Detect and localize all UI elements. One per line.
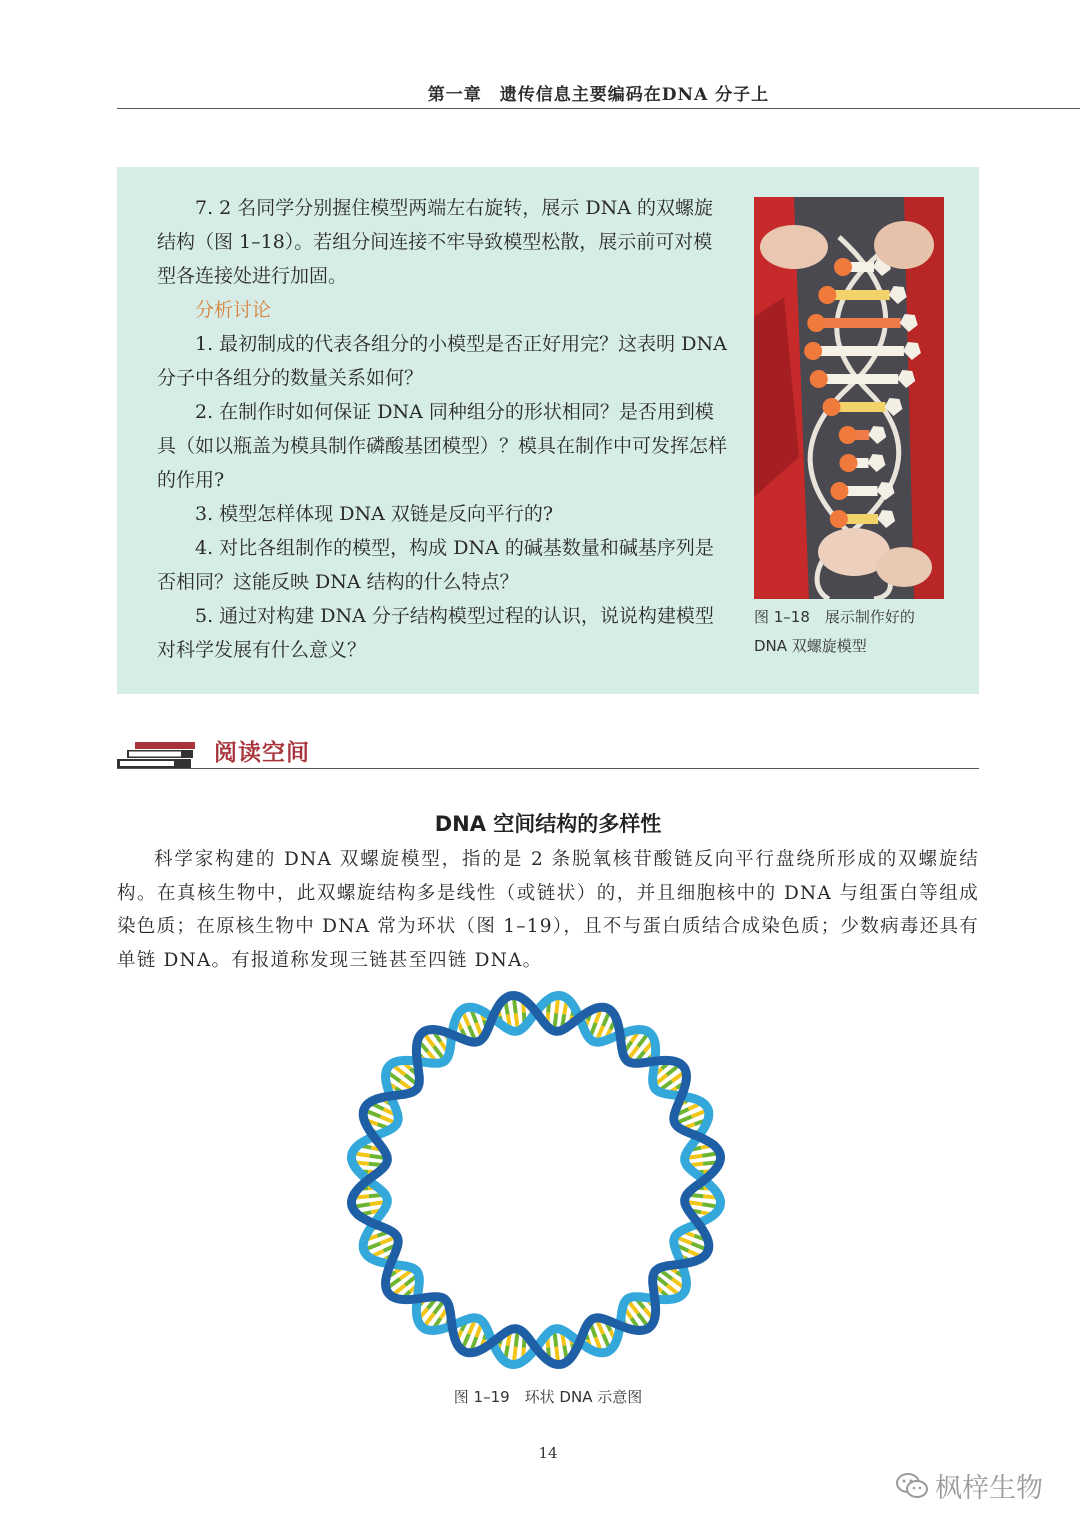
chapter-header <box>117 76 1080 109</box>
figure-1-18-caption <box>754 603 964 661</box>
step-7-text: 7. 2 名同学分别握住模型两端左右旋转，展示 DNA 的双螺旋结构（图 1–18）。若组分间连接不牢导致模型松散，展示前可对模型各连接处进行加固。 <box>157 197 713 287</box>
watermark <box>895 1466 1043 1505</box>
figure-1-18-caption-line1: 图 1–18 展示制作好的 <box>754 608 915 626</box>
model-base-pair <box>819 346 904 356</box>
figure-1-19-caption: 图 1–19 环状 DNA 示意图 <box>453 1388 643 1406</box>
dna-model-illustration <box>754 197 944 599</box>
question-5: 5. 通过对构建 DNA 分子结构模型过程的认识，说说构建模型对科学发展有什么意义？ <box>157 605 714 661</box>
activity-text <box>157 191 727 667</box>
question-4: 4. 对比各组制作的模型，构成 DNA 的碱基数量和碱基序列是否相同？这能反映 DNA 结构的什么特点？ <box>157 537 714 593</box>
model-phosphate <box>839 426 857 444</box>
model-phosphate <box>818 286 836 304</box>
question-3: 3. 模型怎样体现 DNA 双链是反向平行的? <box>195 503 554 525</box>
model-base-pair <box>825 374 899 384</box>
reading-section-title: 阅读空间 <box>214 740 310 766</box>
model-phosphate <box>830 510 848 528</box>
model-phosphate <box>834 258 852 276</box>
article-paragraph: 科学家构建的 DNA 双螺旋模型，指的是 2 条脱氧核苷酸链反向平行盘绕所形成的双螺旋结构。在真核生物中，此双螺旋结构多是线性（或链状）的，并且细胞核中的 DNA 与组蛋白等组成染色质；在原核生物中 DNA 常为环状（图 1–19），且不与蛋白质结合成染色质；少数病毒还具有单链 DNA。有报道称发现三链甚至四链 DNA。 <box>117 849 979 971</box>
model-phosphate <box>804 342 822 360</box>
reading-section-header <box>117 734 979 769</box>
page-number: 14 <box>538 1444 558 1462</box>
model-base-pair <box>822 318 900 328</box>
dna-model-photo <box>754 197 944 599</box>
model-base-pair <box>849 262 874 272</box>
article-title: DNA 空间结构的多样性 <box>434 812 662 836</box>
chapter-title: 第一章 遗传信息主要编码在DNA 分子上 <box>427 85 770 105</box>
model-phosphate <box>830 482 848 500</box>
model-phosphate <box>807 314 825 332</box>
model-base-pair <box>833 290 889 300</box>
question-2: 2. 在制作时如何保证 DNA 同种组分的形状相同？是否用到模具（如以瓶盖为模具制作磷酸基团模型）？模具在制作中可发挥怎样的作用? <box>157 401 728 491</box>
activity-box <box>117 167 979 694</box>
question-1: 1. 最初制成的代表各组分的小模型是否正好用完？这表明 DNA 分子中各组分的数量关系如何？ <box>157 333 727 389</box>
model-phosphate <box>810 370 828 388</box>
model-phosphate <box>823 398 841 416</box>
watermark-text: 枫梓生物 <box>935 1473 1043 1504</box>
model-phosphate <box>839 454 857 472</box>
model-base-pair <box>845 486 877 496</box>
books-icon <box>117 740 199 768</box>
circular-dna-diagram <box>340 984 732 1376</box>
wechat-icon <box>895 1472 929 1500</box>
discussion-heading: 分析讨论 <box>195 299 272 321</box>
model-base-pair <box>838 402 886 412</box>
model-base-pair <box>845 514 878 524</box>
article-body <box>117 843 979 977</box>
figure-1-18-caption-line2: DNA 双螺旋模型 <box>754 637 867 655</box>
